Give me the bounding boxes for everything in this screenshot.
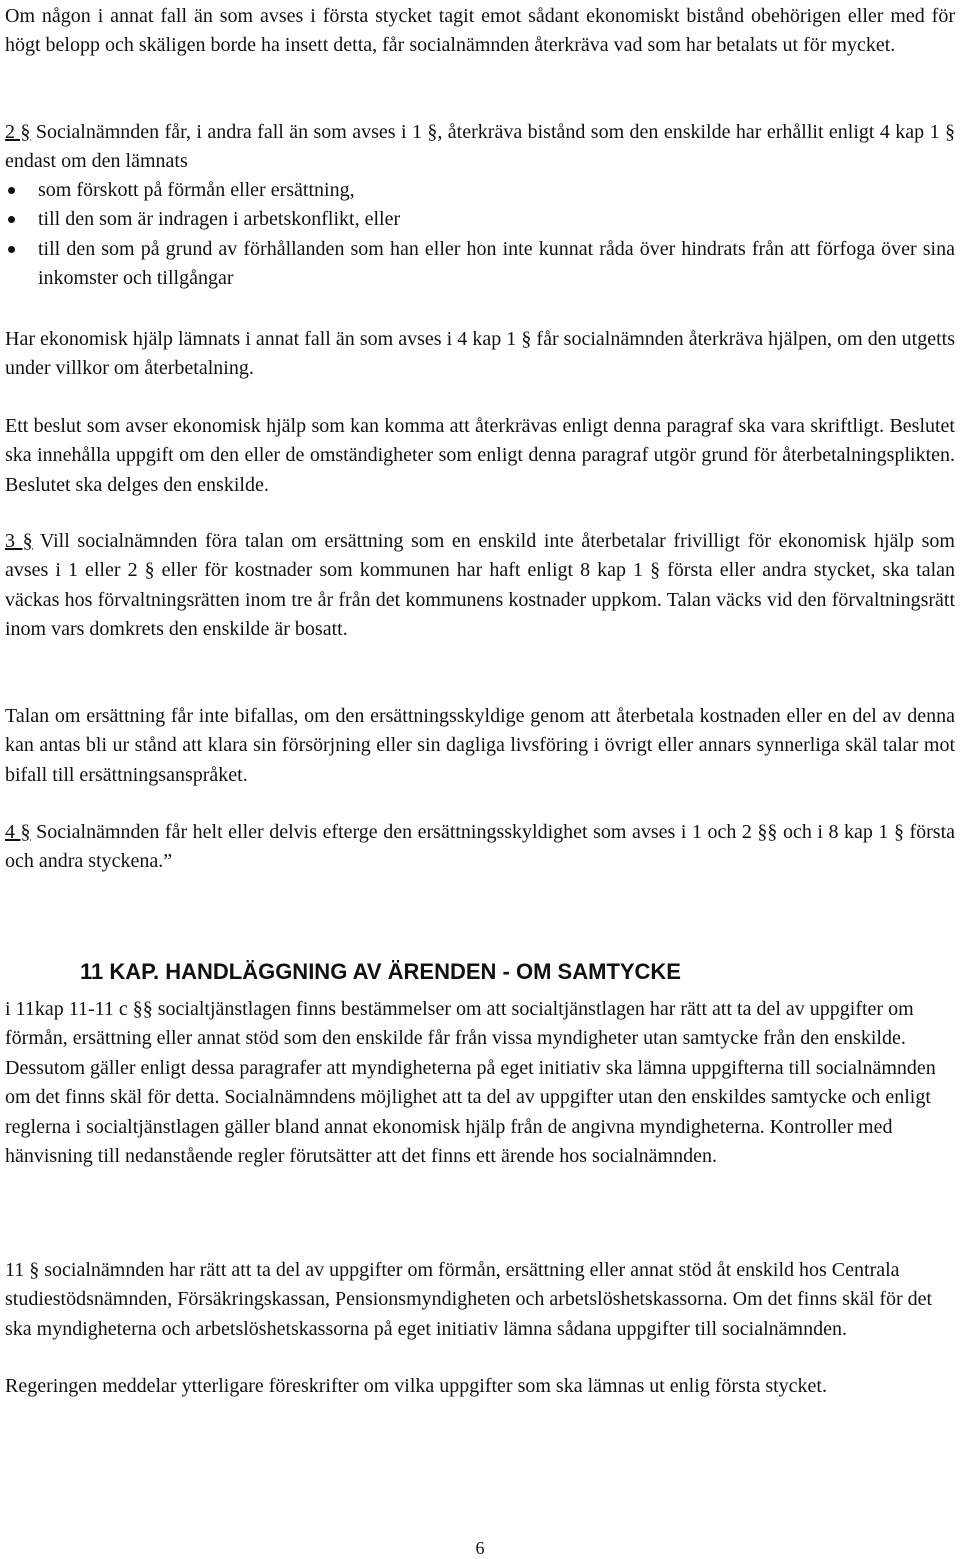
section-11-paragraph: 11 § socialnämnden har rätt att ta del av uppgifter om förmån, ersättning eller annat stöd åt enskild hos Centrala studiestödsnämnden, Försäkringskassan, Pensionsmyndigheten och arbetslöshetskassorna. Om det finns skäl för det ska myndigheterna och arbetslöshetskassorna på eget initiativ lämna sådana uppgifter till socialnämnden. [5,1259,933,1340]
section-2-ref: 2 § [5,121,31,143]
intro-paragraph: Om någon i annat fall än som avses i första stycket tagit emot sådant ekonomiskt bistånd obehörigen eller med för högt belopp och skäligen borde ha insett detta, får socialnämnden återkräva vad som har betalats ut för mycket. [5,5,955,57]
talan-paragraph: Talan om ersättning får inte bifallas, om den ersättningsskyldige genom att återbetala kostnaden eller en del av denna kan antas bli ur stånd att klara sin försörjning eller sin dagliga livsföring i övrigt eller annars synnerliga skäl talar mot bifall till ersättningsanspråket. [5,705,955,786]
regeringen-paragraph: Regeringen meddelar ytterligare föreskrifter om vilka uppgifter som ska lämnas ut enlig första stycket. [5,1375,827,1397]
chapter-heading: 11 KAP. HANDLÄGGNING AV ÄRENDEN - OM SAMTYCKE [80,959,681,984]
section-2-text: Socialnämnden får, i andra fall än som avses i 1 §, återkräva bistånd som den enskilde har erhållit enligt 4 kap 1 § endast om den lämnats [5,121,955,173]
section-2-paragraph [5,118,955,177]
bullet-item: till den som på grund av förhållanden som han eller hon inte kunnat råda över hindrats från att förfoga över sina inkomster och tillgångar [5,235,955,294]
section-4-paragraph [5,818,955,877]
har-ekonomisk-paragraph: Har ekonomisk hjälp lämnats i annat fall än som avses i 4 kap 1 § får socialnämnden återkräva hjälpen, om den utgetts under villkor om återbetalning. [5,328,955,380]
section-3-ref: 3 § [5,530,33,552]
section-4-ref: 4 § [5,821,31,843]
bullet-item: som förskott på förmån eller ersättning, [5,176,955,205]
section-2-bullet-list [5,176,955,294]
bullet-item: till den som är indragen i arbetskonflikt, eller [5,205,955,234]
ett-beslut-paragraph: Ett beslut som avser ekonomisk hjälp som kan komma att återkrävas enligt denna paragraf ska vara skriftligt. Beslutet ska innehålla uppgift om den eller de omständigheter som enligt denna paragraf utgör grund för återbetalningsplikten. Beslutet ska delges den enskilde. [5,415,955,496]
section-3-text: Vill socialnämnden föra talan om ersättning som en enskild inte återbetalar frivilligt för ekonomisk hjälp som avses i 1 eller 2 § eller för kostnader som kommunen har haft enligt 8 kap 1 § första eller andra stycket, ska talan väckas hos förvaltningsrätten inom tre år från det kommunens kostnader uppkom. Talan väcks vid den förvaltningsrätt inom vars domkrets den enskilde är bosatt. [5,530,955,641]
bullet-dot-icon [8,246,15,253]
chapter-intro-paragraph: i 11kap 11-11 c §§ socialtjänstlagen finns bestämmelser om att socialtjänstlagen har rätt att ta del av uppgifter om förmån, ersättning eller annat stöd som den enskilde får från vissa myndigheter utan samtycke från den enskilde. Dessutom gäller enligt dessa paragrafer att myndigheterna på eget initiativ ska lämna uppgifterna till socialnämnden om det finns skäl för detta. Socialnämndens möjlighet att ta del av uppgifter utan den enskildes samtycke och enligt reglerna i socialtjänstlagen gäller bland annat ekonomisk hjälp från de angivna myndigheterna. Kontroller med hänvisning till nedanstående regler förutsätter att det finns ett ärende hos socialnämnden. [5,998,936,1168]
bullet-dot-icon [8,187,15,194]
section-4-text: Socialnämnden får helt eller delvis efterge den ersättningsskyldighet som avses i 1 och 2 §§ och i 8 kap 1 § första och andra styckena.” [5,821,956,873]
section-3-paragraph [5,527,955,645]
page-number: 6 [475,1538,485,1558]
bullet-dot-icon [8,216,15,223]
